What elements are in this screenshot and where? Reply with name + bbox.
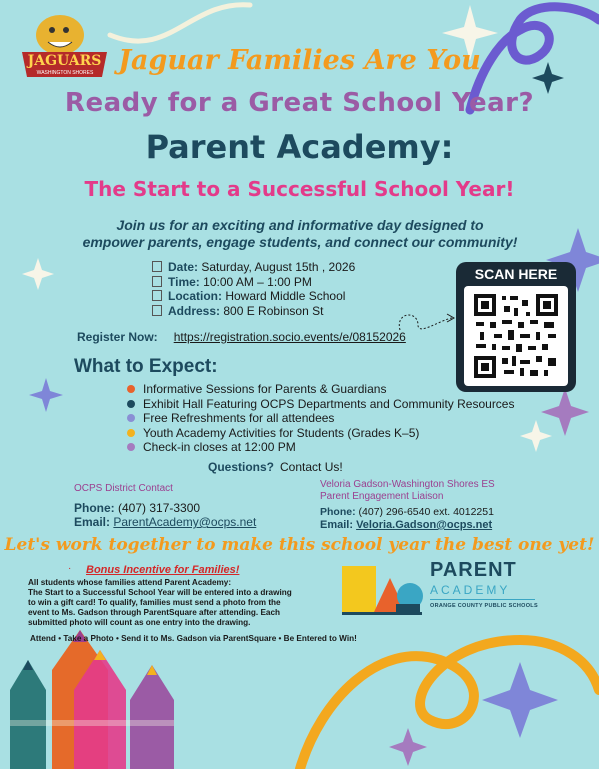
list-item: Exhibit Hall Featuring OCPS Departments and Community Resources [127, 397, 514, 412]
logo-text: JAGUARS [27, 53, 102, 69]
intro-line2: empower parents, engage students, and connect our community! [82, 234, 518, 250]
parent-academy-logo-line3: ORANGE COUNTY PUBLIC SCHOOLS [430, 603, 538, 609]
expect-list [127, 382, 514, 455]
checkbox-icon [152, 290, 162, 301]
bonus-title: Bonus Incentive for Families! [86, 564, 240, 576]
event-details [152, 260, 355, 318]
parent-academy-logo-line2: ACADEMY [430, 583, 511, 597]
list-item: Informative Sessions for Parents & Guardians [127, 382, 514, 397]
bullet-icon [127, 414, 135, 422]
email-link[interactable]: Veloria.Gadson@ocps.net [356, 519, 493, 531]
bullet-icon [127, 400, 135, 408]
star-icon [22, 258, 54, 290]
slogan: Let's work together to make this school year the best one yet! [4, 535, 595, 555]
list-item: Free Refreshments for all attendees [127, 411, 514, 426]
star-icon [520, 420, 552, 452]
contact-left-email: Email: ParentAcademy@ocps.net [74, 515, 257, 529]
intro-line1: Join us for an exciting and informative day designed to [116, 217, 484, 233]
email-link[interactable]: ParentAcademy@ocps.net [113, 515, 257, 529]
expect-heading: What to Expect: [74, 356, 218, 377]
headline-line2: Ready for a Great School Year? [64, 88, 535, 118]
intro-text [40, 217, 560, 251]
star-icon [541, 388, 589, 436]
detail-time: Time: 10:00 AM – 1:00 PM [152, 275, 355, 290]
bonus-text: All students whose families attend Parent Academy: The Start to a Successful School Year will be entered into a drawing to win a gift card! To qualify, families must send a photo from the event to Ms. Gadson through ParentSquare after attending. Each submitted photo will count as one entry into the drawing. [28, 578, 292, 627]
contact-right-phone: Phone: (407) 296-6540 ext. 4012251 [320, 506, 494, 518]
bonus-bullet: · [68, 563, 72, 574]
bullet-icon [127, 385, 135, 393]
register-label: Register Now: [77, 330, 158, 344]
detail-location: Location: Howard Middle School [152, 289, 355, 304]
register-link[interactable]: https://registration.socio.events/e/08152026 [173, 330, 406, 344]
contact-right-title: Veloria Gadson-Washington Shores ES Parent Engagement Liaison [320, 479, 495, 502]
questions-row: Questions? Contact Us! [208, 460, 343, 474]
scan-here-label: SCAN HERE [474, 266, 558, 282]
bullet-icon [127, 429, 135, 437]
list-item: Check-in closes at 12:00 PM [127, 440, 514, 455]
contact-left-phone: Phone: (407) 317-3300 [74, 501, 201, 515]
bonus-steps: Attend • Take a Photo • Send it to Ms. Gadson via ParentSquare • Be Entered to Win! [30, 634, 357, 643]
page-title: Parent Academy: [145, 128, 454, 166]
checkbox-icon [152, 305, 162, 316]
detail-address: Address: 800 E Robinson St [152, 304, 355, 319]
star-icon [389, 728, 427, 766]
register-row [77, 330, 406, 344]
page-subtitle: The Start to a Successful School Year! [84, 177, 515, 201]
contact-right-email: Email: Veloria.Gadson@ocps.net [320, 519, 493, 531]
bullet-icon [127, 443, 135, 451]
star-icon [482, 662, 558, 738]
parent-academy-logo-line1: PARENT [430, 559, 517, 581]
headline-line1: Jaguar Families Are You [118, 45, 481, 76]
detail-date: Date: Saturday, August 15th , 2026 [152, 260, 355, 275]
star-icon [29, 378, 63, 412]
crayons-illustration [10, 630, 174, 769]
list-item: Youth Academy Activities for Students (Grades K–5) [127, 426, 514, 441]
contact-left-title: OCPS District Contact [74, 483, 173, 494]
checkbox-icon [152, 261, 162, 272]
logo-subtext: WASHINGTON SHORES [36, 70, 94, 76]
checkbox-icon [152, 276, 162, 287]
